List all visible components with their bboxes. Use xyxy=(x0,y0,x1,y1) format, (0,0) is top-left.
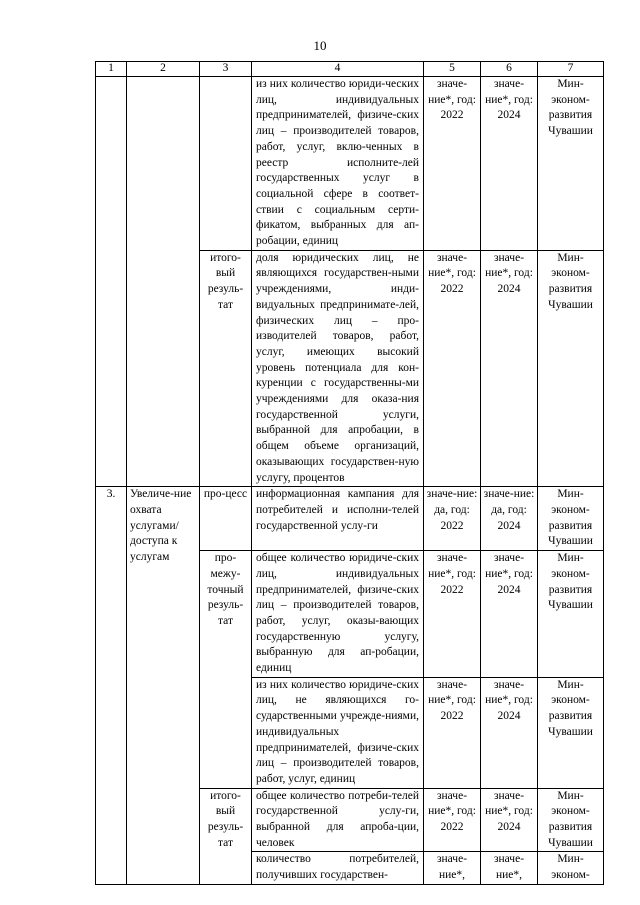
responsible-cell: Мин-эконом- xyxy=(538,852,604,884)
target-value-cell: значе-ние: да, год: 2024 xyxy=(481,487,538,551)
header-col-3: 3 xyxy=(200,62,252,77)
target-value-cell: значе-ние*, год: 2024 xyxy=(481,788,538,852)
header-col-6: 6 xyxy=(481,62,538,77)
type-cell: итого-вый резуль-тат xyxy=(200,788,252,884)
page-number: 10 xyxy=(313,38,327,53)
responsible-cell: Мин-эконом-развития Чувашии xyxy=(538,77,604,251)
responsible-cell: Мин-эконом-развития Чувашии xyxy=(538,788,604,852)
base-value-cell: значе-ние: да, год: 2022 xyxy=(424,487,481,551)
target-value-cell: значе-ние*, год: 2024 xyxy=(481,677,538,788)
header-row xyxy=(96,62,604,77)
responsible-cell: Мин-эконом-развития Чувашии xyxy=(538,677,604,788)
indicator-cell: доля юридических лиц, не являющихся государствен-ными учреждениями, инди-видуальных предпринимате-лей, физических лиц – про-изводителей товаров, работ, услуг, имеющих высокий уровень потенциала для кон-куренции с государственны-ми учреждениями для оказа-ния государственной услуги, выбранной для апробации, в общем объеме организаций, оказывающих государствен-ную услугу, процентов xyxy=(252,250,424,487)
type-cell: про-цесс xyxy=(200,487,252,551)
type-cell: про-межу-точный резуль-тат xyxy=(200,551,252,789)
header-col-4: 4 xyxy=(252,62,424,77)
goal-cell: Увеличе-ние охвата услугами/ доступа к услугам xyxy=(127,487,200,885)
indicator-cell: из них количество юридиче-ских лиц, не являющихся го-сударственными учрежде-ниями, индивидуальных предпринимателей, физиче-ских лиц – производителей товаров, работ, услуг, единиц xyxy=(252,677,424,788)
base-value-cell: значе-ние*, xyxy=(424,852,481,884)
item-number-cell: 3. xyxy=(96,487,127,885)
type-cell: итого-вый резуль-тат xyxy=(200,250,252,487)
responsible-cell: Мин-эконом-развития Чувашии xyxy=(538,250,604,487)
base-value-cell: значе-ние*, год: 2022 xyxy=(424,551,481,678)
header-col-1: 1 xyxy=(96,62,127,77)
num-cell-empty xyxy=(96,77,127,487)
indicator-cell: информационная кампания для потребителей и исполни-телей государственной услу-ги xyxy=(252,487,424,551)
header-col-5: 5 xyxy=(424,62,481,77)
type-cell xyxy=(200,77,252,251)
indicator-cell: количество потребителей, получивших государствен- xyxy=(252,852,424,884)
target-value-cell: значе-ние*, год: 2024 xyxy=(481,77,538,251)
base-value-cell: значе-ние*, год: 2022 xyxy=(424,77,481,251)
table-row xyxy=(96,77,604,251)
target-value-cell: значе-ние*, год: 2024 xyxy=(481,250,538,487)
header-col-2: 2 xyxy=(127,62,200,77)
indicator-cell: общее количество потреби-телей государственной услу-ги, выбранной для апроба-ции, человек xyxy=(252,788,424,852)
header-col-7: 7 xyxy=(538,62,604,77)
target-value-cell: значе-ние*, год: 2024 xyxy=(481,551,538,678)
indicator-cell: общее количество юридиче-ских лиц, индивидуальных предпринимателей, физиче-ских лиц – производителей товаров, работ, услуг, оказы-вающих государственную услугу, выбранную для ап-робации, единиц xyxy=(252,551,424,678)
responsible-cell: Мин-эконом-развития Чувашии xyxy=(538,551,604,678)
base-value-cell: значе-ние*, год: 2022 xyxy=(424,677,481,788)
indicator-cell: из них количество юриди-ческих лиц, индивидуальных предпринимателей, физиче-ских лиц – производителей товаров, работ, услуг, вклю-ченных в реестр исполните-лей государственных услуг в социальной сфере в соответ-ствии с социальным серти-фикатом, выбранных для ап-робации, единиц xyxy=(252,77,424,251)
measures-table xyxy=(95,61,604,885)
base-value-cell: значе-ние*, год: 2022 xyxy=(424,250,481,487)
responsible-cell: Мин-эконом-развития Чувашии xyxy=(538,487,604,551)
table-row xyxy=(96,487,604,551)
base-value-cell: значе-ние*, год: 2022 xyxy=(424,788,481,852)
goal-cell-empty xyxy=(127,77,200,487)
target-value-cell: значе-ние*, xyxy=(481,852,538,884)
